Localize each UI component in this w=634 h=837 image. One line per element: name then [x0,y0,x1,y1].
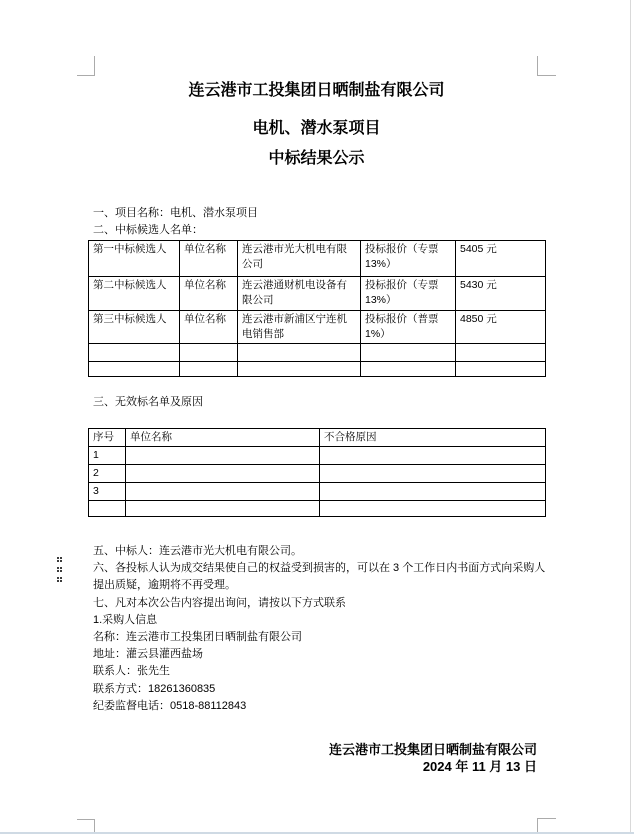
field-label: 单位名称 [180,241,238,277]
crop-mark-top-right-icon [537,56,556,76]
serial-number: 3 [89,483,126,501]
price-value: 4850 元 [456,311,546,344]
empty-cell [238,362,361,377]
page-bottom-edge [0,832,634,834]
empty-cell [89,344,180,362]
empty-cell [320,501,546,517]
purchaser-address: 地址：灌云县灌西盐场 [93,648,203,661]
header-reason: 不合格原因 [320,429,546,447]
margin-dots-icon [57,557,63,584]
table-row [89,483,546,501]
document-title-company: 连云港市工投集团日晒制盐有限公司 [188,82,445,99]
empty-cell [456,362,546,377]
empty-cell [320,483,546,501]
price-value: 5430 元 [456,277,546,311]
empty-cell [320,465,546,483]
table-row [89,277,546,311]
empty-cell [126,447,320,465]
crop-mark-bottom-left-icon [77,819,95,833]
price-label: 投标报价（专票13%） [361,277,456,311]
empty-cell [320,447,546,465]
empty-cell [456,344,546,362]
empty-cell [361,362,456,377]
candidate-rank: 第一中标候选人 [89,241,180,277]
table-row-empty [89,362,546,377]
candidates-table [88,240,546,377]
empty-cell [89,501,126,517]
candidate-rank: 第三中标候选人 [89,311,180,344]
section-3-invalid-bids-heading: 三、无效标名单及原因 [93,396,203,408]
serial-number: 2 [89,465,126,483]
field-label: 单位名称 [180,311,238,344]
table-row [89,311,546,344]
serial-number: 1 [89,447,126,465]
empty-cell [126,483,320,501]
company-name: 连云港市新浦区宁连机电销售部 [238,311,361,344]
invalid-bids-table [88,428,546,517]
table-row [89,241,546,277]
table-header-row [89,429,546,447]
purchaser-contact: 联系人：张先生 [93,665,170,678]
purchaser-phone: 联系方式：18261360835 [93,682,216,695]
section-5-winner: 五、中标人：连云港市光大机电有限公司。 [93,545,302,557]
signature-date: 2024 年 11 月 13 日 [422,759,537,774]
price-value: 5405 元 [456,241,546,277]
section-6-objection-notice: 六、各投标人认为成交结果使自己的权益受到损害的，可以在 3 个工作日内书面方式向采购人提出质疑，逾期将不再受理。 [93,562,546,592]
company-name: 连云港通财机电设备有限公司 [238,277,361,311]
table-row [89,447,546,465]
empty-cell [89,362,180,377]
header-company: 单位名称 [126,429,320,447]
table-row-empty [89,344,546,362]
price-label: 投标报价（普票1%） [361,311,456,344]
section-2-candidates-heading: 二、中标候选人名单： [93,224,203,236]
crop-mark-bottom-right-icon [537,818,556,833]
body-paragraphs [93,543,556,715]
purchaser-name: 名称：连云港市工投集团日晒制盐有限公司 [93,631,302,644]
dot-pair-icon [57,577,59,579]
company-name: 连云港市光大机电有限公司 [238,241,361,277]
section-1-project-name: 一、项目名称：电机、潜水泵项目 [93,207,258,219]
crop-mark-top-left-icon [77,56,95,76]
empty-cell [126,465,320,483]
table-row-empty [89,501,546,517]
candidate-rank: 第二中标候选人 [89,277,180,311]
empty-cell [180,344,238,362]
price-label: 投标报价（专票13%） [361,241,456,277]
document-title-project: 电机、潜水泵项目 [252,120,381,137]
page-right-edge [630,0,631,834]
dot-pair-icon [57,557,59,559]
dot-pair-icon [57,567,59,569]
section-7-contact-intro: 七、凡对本次公告内容提出询问，请按以下方式联系 [93,596,346,609]
document-title-heading: 中标结果公示 [268,150,365,167]
purchaser-info-heading: 1.采购人信息 [93,613,158,626]
empty-cell [126,501,320,517]
table-row [89,465,546,483]
signature-block [329,741,537,775]
signature-company: 连云港市工投集团日晒制盐有限公司 [328,742,537,757]
empty-cell [361,344,456,362]
supervision-phone: 纪委监督电话：0518-88112843 [93,699,247,712]
empty-cell [238,344,361,362]
field-label: 单位名称 [180,277,238,311]
header-serial: 序号 [89,429,126,447]
empty-cell [180,362,238,377]
